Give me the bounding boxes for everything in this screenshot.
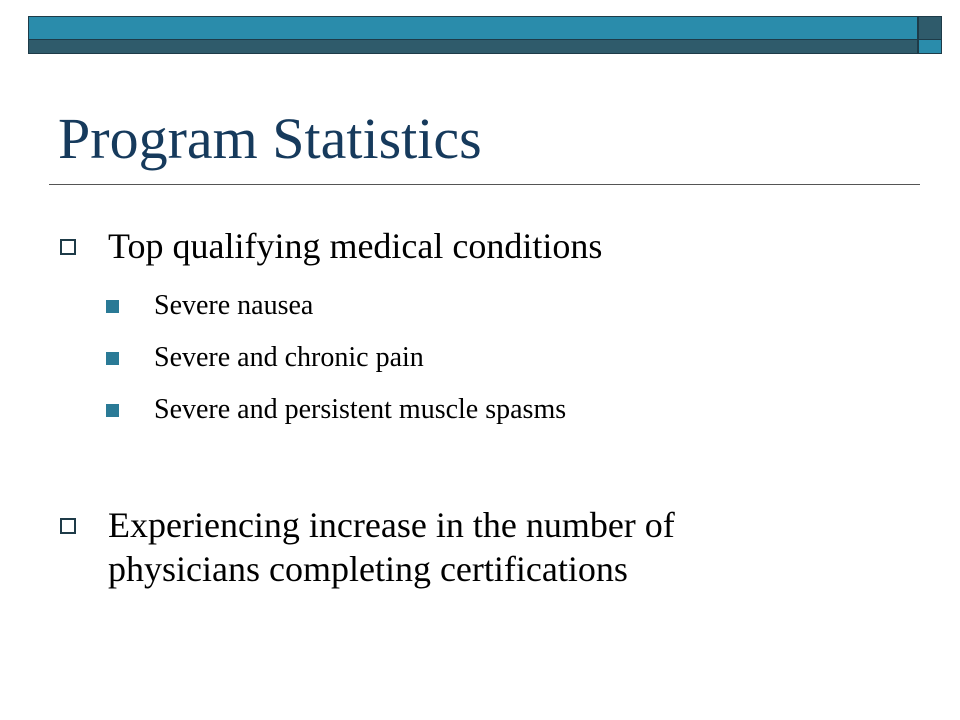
- title-divider: [49, 184, 920, 185]
- hollow-square-bullet-icon: [60, 239, 76, 255]
- slide-title: Program Statistics: [58, 106, 482, 171]
- corner-dark-square: [918, 16, 942, 40]
- filled-square-bullet-icon: [106, 404, 119, 417]
- sub-bullet-text: Severe and chronic pain: [154, 342, 424, 373]
- hollow-square-bullet-icon: [60, 518, 76, 534]
- filled-square-bullet-icon: [106, 352, 119, 365]
- header-bar-light-band: [28, 16, 918, 40]
- bullet-text: Top qualifying medical conditions: [108, 226, 603, 266]
- bullet-text: Experiencing increase in the number of physicians completing certifications: [108, 505, 675, 589]
- filled-square-bullet-icon: [106, 300, 119, 313]
- sub-bullet-text: Severe nausea: [154, 290, 314, 321]
- header-decorative-bar: [28, 16, 918, 54]
- header-bar-dark-band: [28, 40, 918, 54]
- header-corner-block: [918, 16, 942, 54]
- corner-light-square: [918, 40, 942, 54]
- sub-bullet-text: Severe and persistent muscle spasms: [154, 394, 567, 425]
